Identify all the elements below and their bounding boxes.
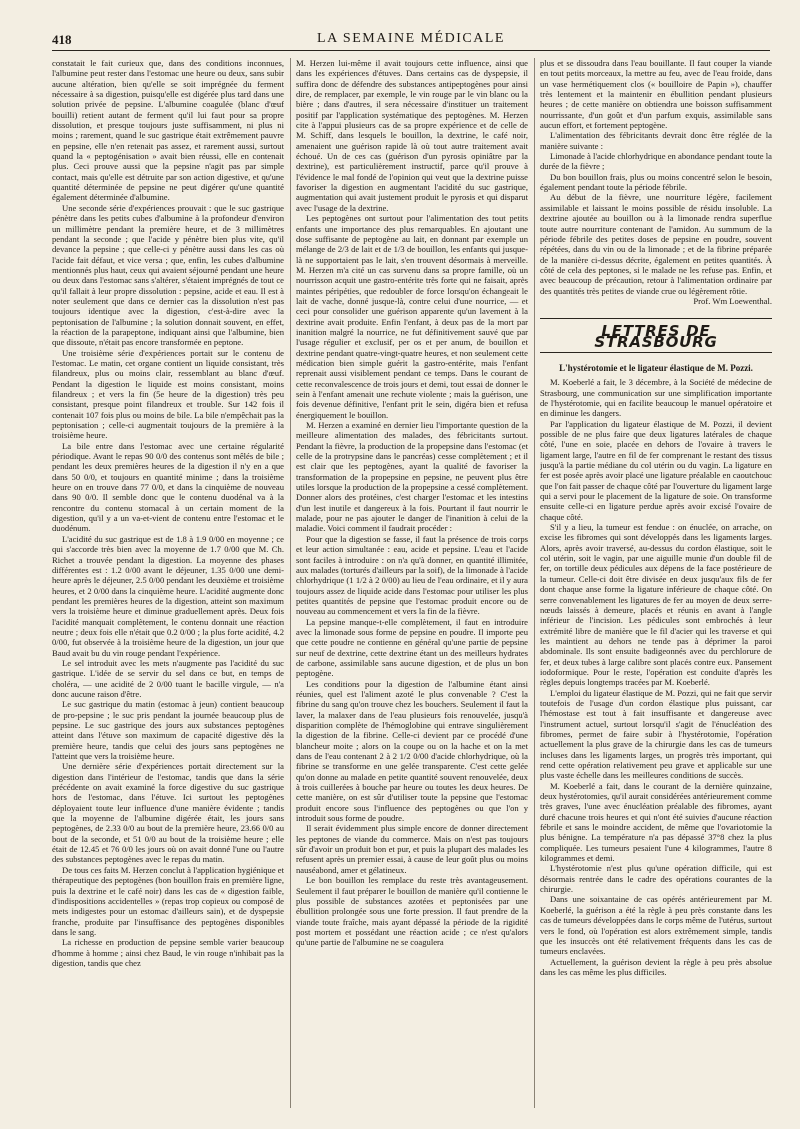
- paragraph: constatait le fait curieux que, dans des conditions inconnues, l'albumine peut rester dans l'estomac une heure ou deux, sans subir aucune altération, bien qu'elle se soit imprégnée du ferment nécessaire à sa digestion, puisqu'elle est digérée plus tard dans une solution privée de pepsine. L'albumine coagulée (blanc d'œuf bouilli) retient autant de ferment qu'il lui faut pour sa propre dissolution, et presque toujours juste suffisamment, ni plus ni moins ; rarement, quand le suc gastrique était extrêmement pauvre en pepsine, elle n'en retenait pas assez, et rarement aussi, surtout quand la « peptogénisation » avait bien réussi, elle en contenait plus. Ceci prouve aussi que la pepsine n'agit pas par simple contact, mais qu'elle est détruite par son action digestive, et qu'une quantité déterminée de pepsine ne peut digérer qu'une quantité également déterminée d'albumine.: [52, 58, 284, 203]
- paragraph: La bile entre dans l'estomac avec une certaine régularité périodique. Avant le repas 90 0/0 des contenus sont mêlés de bile ; pendant les deux premières heures de la digestion il n'y en a que dans 50 0/0, et toujours en quantité minime ; dans la troisième heure on en trouve dans 77 0/0, et dans la cinquième de nouveau dans 90 0/0. Il semble donc que le contenu duodénal va à la rencontre du contenu stomacal à un certain moment de la digestion, qu'il y a un va-et-vient de contenu entre l'estomac et le duodénum.: [52, 440, 284, 534]
- paragraph: L'acidité du suc gastrique est de 1.8 à 1.9 0/00 en moyenne ; ce qui s'accorde très bien avec la moyenne de 1.7 0/00 que M. Ch. Richet a trouvée pendant la digestion. La moyenne des phases différentes est : 1.2 0/00 avant le déjeuner, 1.35 0/00 une demi-heure après le déjeuner, 2.5 0/00 pendant les deuxième et troisième heures, et 2 0/00 dans la cinquième heure. L'acidité augmente donc pendant les premières heures de la digestion, atteint son maximum vers la troisième heure et diminue graduellement après. Deux fois l'acidité manquait complètement, le contenu donnait une réaction neutre ; deux fois elle n'était que 0.2 0/00 ; la plus forte acidité, 4.2 0/00, fut observée à la troisième heure de la digestion, un jour que Baud avait bu du vin rouge pendant l'expérience.: [52, 533, 284, 658]
- paragraph: Le sel introduit avec les mets n'augmente pas l'acidité du suc gastrique. L'idée de se servir du sel dans ce but, en temps de choléra, — une acidité de 2 0/00 tuant le bacille virgule, — n'a donc aucune raison d'être.: [52, 657, 284, 699]
- paragraph: M. Koeberlé a fait, le 3 décembre, à la Société de médecine de Strasbourg, une communication sur une simplification importante de l'hystérotomie, qui en facilite beaucoup le manuel opératoire et en diminue les dangers.: [540, 377, 772, 419]
- paragraph: Dans une soixantaine de cas opérés antérieurement par M. Koeberlé, la guérison a été la règle à peu près constante dans les cas de tumeurs développées dans le corps même de l'utérus, surtout vers le fond, où l'opération est alors extrêmement simple, tandis que les insuccès ont été relativement fréquents dans les cas de tumeurs enclavées.: [540, 894, 772, 957]
- paragraph: Une troisième série d'expériences portait sur le contenu de l'estomac. Le matin, cet organe contient un liquide consistant, très filandreux, plus ou moins clair, ressemblant au blanc d'œuf. Pendant la digestion le liquide est moins consistant, moins filandreux ; et vers la fin (5e heure de la digestion) très peu consistant, presque point filandreux et trouble. Sur 142 fois il contenait 107 fois plus ou moins de bile. La bile n'empêchait pas la peptonisation ; celle-ci augmentait toujours de la première à la troisième heure.: [52, 347, 284, 441]
- paragraph: Il serait évidemment plus simple encore de donner directement les peptones de viande du commerce. Mais on n'est pas toujours sûr d'avoir un produit bon et pur, et puis la plupart des malades les refusent après un premier essai, à cause de leur goût plus ou moins nauséabond, amer et gélatineux.: [296, 823, 528, 875]
- paragraph: Actuellement, la guérison devient la règle à peu près absolue dans les cas même les plus difficiles.: [540, 956, 772, 977]
- paragraph: Pour que la digestion se fasse, il faut la présence de trois corps et leur action simultanée : eau, acide et pepsine. L'eau et l'acide sont faciles à introduire : on n'a qu'à donner, en quantité illimitée, aux malades (torturés d'ailleurs par la soif), de la limonade à l'acide chlorhydrique (1 1/2 à 2 0/00) au lieu de l'eau ordinaire, et il y aura toujours assez de liquide acide dans l'estomac pour utiliser les plus petites quantités de pepsine que l'estomac produit encore ou de nouveau au commencement et vers la fin de la fièvre.: [296, 533, 528, 617]
- paragraph: S'il y a lieu, la tumeur est fendue : on énuclée, on arrache, on excise les fibromes qui sont développés dans les ligaments larges. Alors, après avoir traversé, au-dessus du cordon élastique, soit le col utérin, soit le vagin, par une aiguille munie d'un double fil de fer, on tortille deux pédicules aux dépens de la face postérieure de la tumeur. Celle-ci doit être divisée en deux jusqu'aux fils de fer dont chaque anse forme la ligature inférieure de chaque côté. On serre convenablement les ligatures de fer au moyen de deux serre-nœuds laissés à demeure, placés et réunis en avant à l'angle inférieur de l'incision. Les pédicules sont embrochés à leur extrémité libre de manière que le fil d'acier qui les traverse et qui les maintient au dehors ne tende pas à déprimer la paroi abdominale. Ils sont ensuite badigeonnés avec du perchlorure de fer, et deux tubes à large calibre sont placés contre eux. Pansement iodoformique. Pour le reste, l'opération est conduite d'après les règles depuis longtemps tracées par M. Koeberlé.: [540, 522, 772, 688]
- paragraph: Une seconde série d'expériences prouvait : que le suc gastrique pénètre dans les petits cubes d'albumine à la profondeur d'environ un millimètre pendant la première heure, et de 3 millimètres pendant la seconde ; que l'acide y pénètre bien plus vite, qu'il devance la pepsine ; que celle-ci y pénètre aussi dans les cas où l'acide fait défaut, et vice versa ; que, enfin, les cubes d'albumine mentionnés plus haut, ceux qui avaient séjourné pendant une heure ou deux dans l'estomac sans s'altérer, s'étaient imprégnés de tout ce qu'il fallait à leur propre dissolution : pepsine, acide et eau. Il est à noter seulement que dans ce dernier cas la dissolution n'est pas toujours identique avec la digestion, c'est-à-dire avec la peptonisation de l'albumine ; la solution donnait souvent, en effet, la réaction de la parapeptone, indiquant ainsi que l'albumine, bien que dissoute, n'était pas encore transformée en peptone.: [52, 202, 284, 348]
- text-column-middle: [296, 58, 528, 1108]
- paragraph: Limonade à l'acide chlorhydrique en abondance pendant toute la durée de la fièvre ;: [540, 151, 772, 172]
- paragraph: Les conditions pour la digestion de l'albumine étant ainsi réunies, quel est l'aliment azoté le plus convenable ? C'est la fibrine du sang qu'on trouve chez les bouchers. Seulement il faut la laver, la malaxer dans de l'eau plusieurs fois renouvelée, jusqu'à disparition complète de l'hémoglobine qui entrave singulièrement la digestion de la fibrine. Celle-ci devient par ce procédé d'une blancheur moite ; alors on la coupe ou on la hache et on la met dans de l'eau contenant 2 à 2 1/2 0/00 d'acide chlorhydrique, où la fibrine se transforme en une gelée transparente. C'est cette gelée qu'on donne au malade en petite quantité souvent renouvelée, deux à trois cuillerées à bouche par heure ou toutes les deux heures. De cette manière, on est sûr d'utiliser toute la pepsine que l'estomac produit encore sous l'influence des peptogènes ou que l'on y introduit sous forme de poudre.: [296, 678, 528, 824]
- paragraph: La pepsine manque-t-elle complètement, il faut en introduire avec la limonade sous forme de pepsine en poudre. Il importe peu que cette poudre ne contienne en général qu'une partie de pepsine sur neuf de dextrine, cette dextrine étant un des meilleurs hydrates de carbone, assimilable sans aucune digestion, et de plus un bon peptogène.: [296, 616, 528, 679]
- paragraph: Le suc gastrique du matin (estomac à jeun) contient beaucoup de pro-pepsine ; le suc pris pendant la journée beaucoup plus de pepsine. Le suc gastrique des jours aux substances peptogènes atteint dans l'étuve son maximum de capacité digestive dès la première heure, tandis que celui des jours sans peptogènes ne l'atteint que vers la troisième heure.: [52, 699, 284, 762]
- paragraph: M. Herzen a examiné en dernier lieu l'importante question de la meilleure alimentation des malades, des fébricitants surtout. Pendant la fièvre, la production de la propepsine dans l'estomac (et celle de la protrypsine dans le pancréas) cesse complètement ; et il est clair que les peptogènes, ayant la qualité de favoriser la transformation de la propepsine en pepsine, ne peuvent plus être utiles lorsque la production de la propepsine a cessé complètement. Donner alors des protéines, c'est charger l'estomac et les intestins d'un lest inutile et dangereux à la fois. Pourtant il faut nourrir le malade, pour ne pas ajouter le danger de l'inanition à celui de la maladie. Voici comment il faudrait procéder :: [296, 420, 528, 534]
- paragraph: Par l'application du ligateur élastique de M. Pozzi, il devient possible de ne plus faire que deux ligatures latérales de chaque côté, l'une en soie, placée en dehors de l'ovaire à travers le ligament large, l'autre en fil de fer comprenant le restant des tissus jusqu'à la partie médiane du col utérin ou du vagin. La ligature en fer est posée après avoir placé une ligature préalable en caoutchouc que l'on fait passer de chaque côté par l'ouverture du ligament large qui a servi pour le placement de la ligature de soie. On transforme ensuite celle-ci en ligature perdue après avoir excisé l'ovaire de chaque côté.: [540, 418, 772, 522]
- paragraph: De tous ces faits M. Herzen conclut à l'application hygiénique et thérapeutique des peptogènes (bon bouillon frais en première ligne, puis la dextrine et le café noir) dans les cas de « digestion faible, d'indispositions accidentelles » (repas trop copieux ou composé de mets indigestes pour un estomac d'ailleurs sain), et de dyspepsie franche, produite par l'insuffisance des peptogènes disponibles dans le sang.: [52, 864, 284, 937]
- paragraph: Le bon bouillon les remplace du reste très avantageusement. Seulement il faut préparer le bouillon de manière qu'il contienne le plus possible de substances azotées et peptonisées par une ébullition prolongée sous une forte pression. Il faut prendre de la viande toute fraîche, mais ayant dépassé la période de la rigidité post mortem et possédant une réaction acide ; ce n'est qu'alors qu'une partie de l'albumine ne se coagulera: [296, 875, 528, 948]
- paragraph: M. Herzen lui-même il avait toujours cette influence, ainsi que dans les expériences d'étuves. Dans certains cas de dyspepsie, il suffira donc de défendre des substances antipeptogènes pour ainsi dire, de remplacer, par exemple, le vin rouge par le vin blanc ou la bière ; dans d'autres, il sera nécessaire d'instituer un traitement positif par l'application systématique des peptogènes. M. Herzen cite à l'appui plusieurs cas de sa propre expérience et de celle de M. Schiff, dans lesquels le bouillon, la dextrine, le café noir, amenaient une guérison rapide là où tout autre traitement avait échoué. Un de ces cas (guérison d'un pyrosis opiniâtre par la dextrine), est particulièrement instructif, parce qu'il prouve à l'évidence le mal fondé de l'opinion qui veut que la dextrine puisse favoriser la digestion en augmentant l'acidité du suc gastrique, augmentation qui avait justement produit le pyrosis et qui disparut avec l'usage de la dextrine.: [296, 58, 528, 213]
- paragraph: Du bon bouillon frais, plus ou moins concentré selon le besoin, également pendant toute la période fébrile.: [540, 171, 772, 193]
- column-rule-right: [534, 58, 535, 1108]
- page-number: 418: [52, 32, 72, 47]
- paragraph: Au début de la fièvre, une nourriture légère, facilement assimilable et laissant le moins possible de résidu insoluble. La dextrine ajoutée au bouillon ou à la limonade rendra superflue toute autre nourriture contenant de l'amidon. Au summum de la période fébrile des petites doses de pepsine en poudre, souvent répétées, dans du vin ou de la limonade ; et de la fibrine préparée de la manière ci-dessus décrite, également en petites quantités. À côté de cela des peptones, si le malade ne les refuse pas. Enfin, et avec beaucoup de précaution, retour à l'alimentation ordinaire par des quantités très petites de viande crue ou légèrement rôtie.: [540, 192, 772, 296]
- section-subtitle: L'hystérotomie et le ligateur élastique de M. Pozzi.: [559, 362, 753, 373]
- page-header: [52, 28, 770, 51]
- paragraph: plus et se dissoudra dans l'eau bouillante. Il faut couper la viande en tout petits morceaux, la mettre au feu, avec de l'eau froide, dans un vase hermétiquement clos (« bouilloire de Papin »), chauffer très lentement et la maintenir en ébullition pendant plusieurs heures ; de cette manière on obtiendra une boisson suffisamment nourrissante, d'un goût et d'un parfum exquis, assimilable sans aucun effort, et fortement peptogène.: [540, 58, 772, 131]
- paragraph: L'hystérotomie n'est plus qu'une opération difficile, qui est désormais rentrée dans le cadre des opérations courantes de la chirurgie.: [540, 863, 772, 895]
- author-signature: Prof. Wm Loewenthal.: [693, 295, 772, 306]
- paragraph: M. Koeberlé a fait, dans le courant de la dernière quinzaine, deux hystérotomies, qu'il aurait considérées antérieurement comme très graves, l'une avec énucléation préalable des fibromes, ayant duré chacune trois heures et qui n'ont été suivies d'aucune réaction fébrile et sans le moindre accident, de même que l'ovariotomie la plus bénigne. La température n'a pas dépassé 37°8 chez la plus compliquée. Les tumeurs pesaient l'une 4 kilogrammes, l'autre 8 kilogrammes et demi.: [540, 780, 772, 864]
- section-title: LETTRES DE STRASBOURG: [540, 318, 772, 353]
- paragraph: Les peptogènes ont surtout pour l'alimentation des tout petits enfants une importance des plus remarquables. En ajoutant une dose suffisante de peptogène au lait, en donnant par exemple un mélange de 2/3 de lait et de 1/3 de bouillon, les enfants qui jusque-là ne supportaient pas le lait, s'en trouvent désormais à merveille. M. Herzen m'a cité un cas survenu dans sa propre famille, où un nourrisson acquit une gastro-entérite très forte qui ne faisait, après maintes péripéties, que redoubler de force lorsqu'on échangeait le lait de vache, donné jusque-là, contre celui d'une nourrice, — et ceci pour consolider une guérison apparente qu'un lavement à la dextrine avait produite. Enfin l'enfant, à deux pas de la mort par inanition malgré la nourrice, ne fut définitivement sauvé que par l'usage régulier et exclusif, per os et per anum, de bouillon et dextrine pendant quatre-vingt-quatre heures, et non seulement cette médication bien simple guérit la gastro-entérite, mais l'enfant reprenait aussi visiblement pendant ce temps. Dans le courant de cette reconvalescence de trois jours et demi, tout essai de donner le sein à l'enfant amenait une rechute violente ; mais la guérison, une fois devenue définitive, l'enfant prit le sein, digéra bien et refusa énergiquement le bouillon.: [296, 213, 528, 420]
- column-rule-left: [290, 58, 291, 1108]
- paragraph: L'alimentation des fébricitants devrait donc être réglée de la manière suivante :: [540, 130, 772, 151]
- text-column-left: [52, 58, 284, 1108]
- text-column-right: [540, 58, 772, 1108]
- paragraph: L'emploi du ligateur élastique de M. Pozzi, qui ne fait que servir toutefois de l'usage d'un cordon élastique plus puissant, car l'hémostase est tout à fait insuffisante et dangereuse avec l'instrument actuel, surtout lorsqu'il s'agit de l'énucléation des fibromes, permet de faire subir à l'hystérotomie, l'opération actuellement la plus grave de la chirurgie dans les cas de tumeurs incluses dans les ligaments larges, un progrès très important, qui rend cette opération relativement peu grave et applicable sur une plus vaste échelle dans les meilleures conditions de succès.: [540, 687, 772, 781]
- running-title: LA SEMAINE MÉDICALE: [317, 31, 505, 46]
- paragraph: La richesse en production de pepsine semble varier beaucoup d'homme à homme ; ainsi chez Baud, le vin rouge n'inhibait pas la digestion, tandis que chez: [52, 937, 284, 968]
- paragraph: Une dernière série d'expériences portait directement sur la digestion dans l'intérieur de l'estomac, tandis que dans la série précédente on avait examiné la force digestive du suc gastrique hors de l'estomac, dans l'étuve. Ici surtout les peptogènes déployaient toute leur influence d'une manière évidente ; tandis que la moyenne de l'albumine digérée était, les jours sans peptogènes, de 2.33 0/0 au bout de la première heure, 23.66 0/0 au bout de la seconde, et 51 0/0 au bout de la troisième heure ; elle était de 12.45 et 76 0/0 les jours où on avait donné l'une ou l'autre des substances peptogènes avec le repas du matin.: [52, 761, 284, 865]
